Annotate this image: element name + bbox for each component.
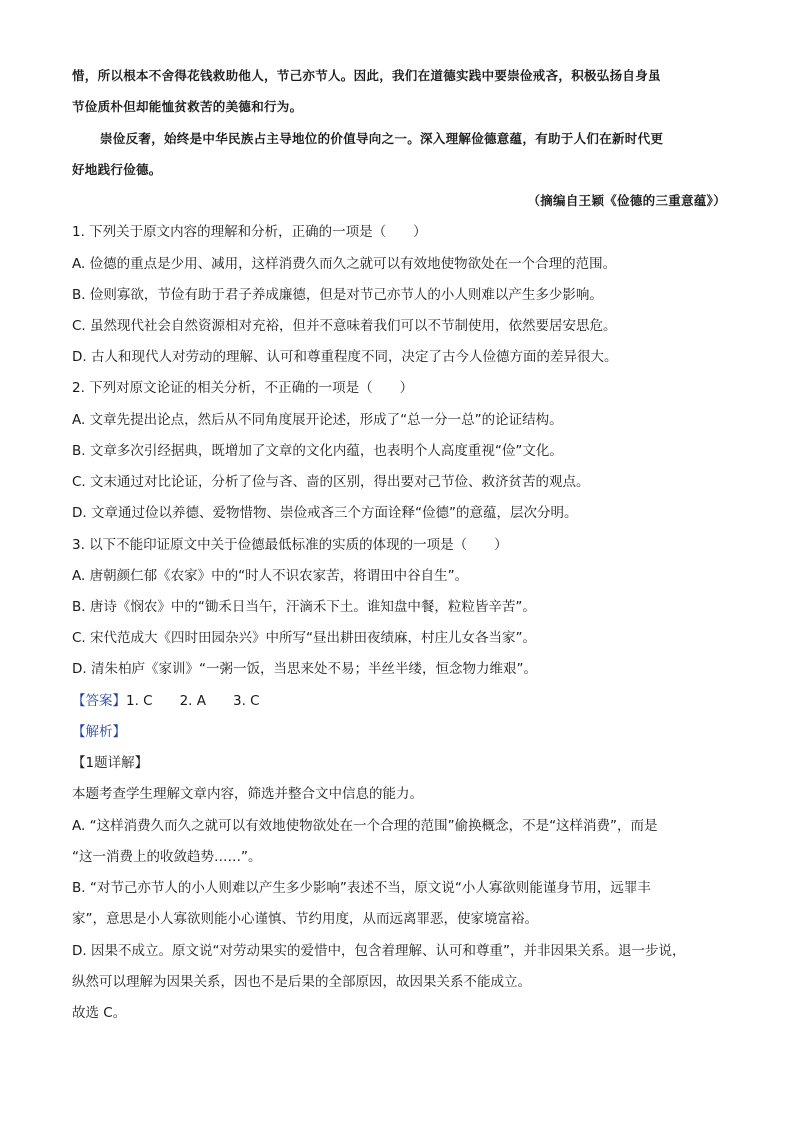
answer-line [72,691,260,711]
question-option: D. 清朱柏庐《家训》“一粥一饭，当思来处不易；半丝半缕，恒念物力维艰”。 [72,661,537,677]
passage-line: 好地践行俭德。 [72,162,162,177]
passage-line: 崇俭反奢，始终是中华民族占主导地位的价值导向之一。深入理解俭德意蕴，有助于人们在新时代更 [100,131,664,146]
question-stem: 1. 下列关于原文内容的理解和分析，正确的一项是（ ） [72,224,427,240]
analysis-line: A. “这样消费久而久之就可以有效地使物欲处在一个合理的范围”偷换概念，不是“这样消费”，而是 [72,818,658,834]
analysis-line: D. 因果不成立。原文说“对劳动果实的爱惜中，包含着理解、认可和尊重”，并非因果关系。退一步说， [72,943,686,959]
answer-label: 【答案】 [72,693,126,709]
question-option: B. 俭则寡欲，节俭有助于君子养成廉德，但是对节己亦节人的小人则难以产生多少影响。 [72,287,603,303]
passage-source: （摘编自王颖《俭德的三重意蕴》） [527,193,726,208]
question-option: B. 文章多次引经据典，既增加了文章的文化内蕴，也表明个人高度重视“俭”文化。 [72,443,563,459]
analysis-line: 家”，意思是小人寡欲则能小心谨慎、节约用度，从而远离罪恶，使家境富裕。 [72,911,538,927]
question-option: C. 宋代范成大《四时田园杂兴》中所写“昼出耕田夜绩麻，村庄儿女各当家”。 [72,630,536,646]
question-option: C. 文末通过对比论证，分析了俭与吝、啬的区别，得出要对己节俭、救济贫苦的观点。 [72,474,590,490]
question-option: C. 虽然现代社会自然资源相对充裕，但并不意味着我们可以不节制使用，依然要居安思危。 [72,318,617,334]
passage-line: 惜，所以根本不舍得花钱救助他人，节己亦节人。因此，我们在道德实践中要崇俭戒吝，积极弘扬自身虽 [72,68,661,83]
analysis-line: 纵然可以理解为因果关系，因也不是后果的全部原因，故因果关系不能成立。 [72,974,531,990]
question-option: D. 文章通过俭以养德、爱物惜物、崇俭戒吝三个方面诠释“俭德”的意蕴，层次分明。 [72,505,578,521]
analysis-line: 本题考查学生理解文章内容，筛选并整合文中信息的能力。 [72,786,423,802]
question-option: D. 古人和现代人对劳动的理解、认可和尊重程度不同，决定了古今人俭德方面的差异很大。 [72,349,618,365]
analysis-label: 【解析】 [72,724,126,740]
question-option: A. 唐朝颜仁郁《农家》中的“时人不识农家苦，将谓田中谷自生”。 [72,568,469,584]
question-stem: 2. 下列对原文论证的相关分析，不正确的一项是（ ） [72,380,414,396]
question-option: A. 文章先提出论点，然后从不同角度展开论述，形成了“总一分一总”的论证结构。 [72,412,563,428]
analysis-line: “这一消费上的收敛趋势……”。 [72,849,262,865]
question-stem: 3. 以下不能印证原文中关于俭德最低标准的实质的体现的一项是（ ） [72,537,508,553]
passage-line: 节俭质朴但却能恤贫救苦的美德和行为。 [72,99,303,114]
question-option: A. 俭德的重点是少用、减用，这样消费久而久之就可以有效地使物欲处在一个合理的范围。 [72,256,617,272]
analysis-line: B. “对节己亦节人的小人则难以产生多少影响”表述不当，原文说“小人寡欲则能谨身节用，远罪丰 [72,880,651,896]
question-option: B. 唐诗《悯农》中的“锄禾日当午，汗滴禾下土。谁知盘中餐，粒粒皆辛苦”。 [72,599,536,615]
analysis-subheading: 【1题详解】 [72,755,149,771]
answer-values: 1. C 2. A 3. C [126,693,260,709]
analysis-line: 故选 C。 [72,1005,127,1021]
